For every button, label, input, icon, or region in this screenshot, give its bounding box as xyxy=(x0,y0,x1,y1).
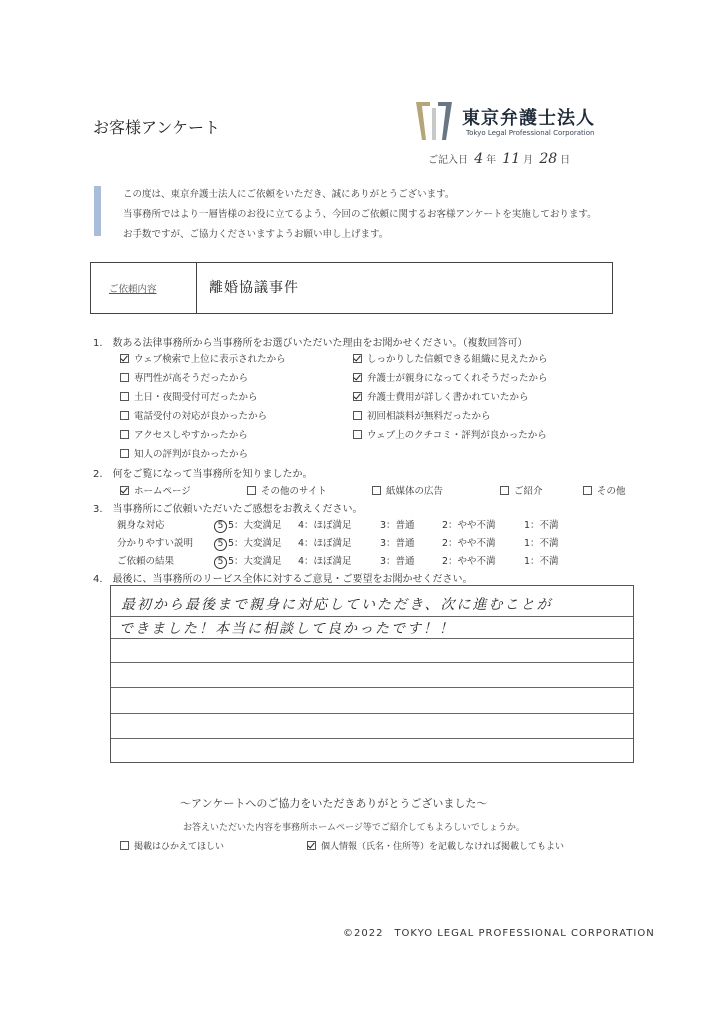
rating-option[interactable]: 4：ほぼ満足 xyxy=(298,520,352,531)
checkbox-icon[interactable] xyxy=(120,449,129,458)
checkbox-icon[interactable] xyxy=(307,841,316,850)
question-1: 1. 数ある法律事務所から当事務所をお選びいただいた理由をお聞かせください。（複数回答可） xyxy=(93,338,528,349)
q2-option[interactable]: その他のサイト xyxy=(247,483,327,497)
q1-option[interactable]: しっかりした信頼できる組織に見えたから xyxy=(353,351,548,365)
q1-option[interactable]: アクセスしやすかったから xyxy=(120,427,248,441)
comment-line-2: できました！本当に相談して良かったです！！ xyxy=(119,621,455,637)
rating-row-label: 親身な対応 xyxy=(117,520,165,531)
checkbox-icon[interactable] xyxy=(353,430,362,439)
checkbox-icon[interactable] xyxy=(353,354,362,363)
comment-line-1: 最初から最後まで親身に対応していただき、次に進むことが xyxy=(121,597,553,613)
q1-option[interactable]: 専門性が高そうだったから xyxy=(120,370,248,384)
circle-mark-icon: 5 xyxy=(214,520,227,533)
intro-line-2: 当事務所ではより一層皆様のお役に立てるよう、今回のご依頼に関するお客様アンケートを実施しております。 xyxy=(123,209,597,220)
rating-option-selected[interactable]: 5 5：大変満足 xyxy=(214,517,282,533)
q1-option[interactable]: 電話受付の対応が良かったから xyxy=(120,408,267,422)
intro-line-1: この度は、東京弁護士法人にご依頼をいただき、誠にありがとうございます。 xyxy=(123,189,455,200)
checkbox-icon[interactable] xyxy=(120,354,129,363)
rating-option[interactable]: 1：不満 xyxy=(524,556,559,567)
request-value: 離婚協議事件 xyxy=(209,280,299,296)
checkbox-icon[interactable] xyxy=(120,430,129,439)
rating-row-label: 分かりやすい説明 xyxy=(117,538,194,549)
circle-mark-icon: 5 xyxy=(214,556,227,569)
q2-option[interactable]: 紙媒体の広告 xyxy=(372,483,443,497)
rating-option[interactable]: 1：不満 xyxy=(524,520,559,531)
page-title: お客様アンケート xyxy=(93,118,221,137)
intro-accent-bar xyxy=(94,186,101,236)
circle-mark-icon: 5 xyxy=(214,538,227,551)
q1-option[interactable]: ウェブ上のクチコミ・評判が良かったから xyxy=(353,427,547,441)
checkbox-icon[interactable] xyxy=(353,411,362,420)
firm-name: 東京弁護士法人 xyxy=(462,108,595,129)
checkbox-icon[interactable] xyxy=(120,411,129,420)
checkbox-icon[interactable] xyxy=(120,373,129,382)
checkbox-icon[interactable] xyxy=(120,486,129,495)
rating-option[interactable]: 2：やや不満 xyxy=(442,538,496,549)
thanks-message: ～アンケートへのご協力をいただきありがとうございました～ xyxy=(180,797,488,810)
q2-option[interactable]: ご紹介 xyxy=(500,483,543,497)
firm-name-english: Tokyo Legal Professional Corporation xyxy=(466,129,595,137)
request-label: ご依頼内容 xyxy=(109,284,157,295)
footer-copyright: ©2022 TOKYO LEGAL PROFESSIONAL CORPORATION xyxy=(343,928,655,939)
rating-option[interactable]: 4：ほぼ満足 xyxy=(298,556,352,567)
question-3: 3. 当事務所にご依頼いただいたご感想をお教えください。 xyxy=(93,504,363,515)
q1-option[interactable]: 初回相談料が無料だったから xyxy=(353,408,491,422)
date-day: 28 xyxy=(539,151,558,167)
date-month: 11 xyxy=(502,151,521,167)
question-4: 4. 最後に、当事務所のリービス全体に対するご意見・ご要望をお聞かせください。 xyxy=(93,574,473,585)
rating-option[interactable]: 3：普通 xyxy=(380,556,415,567)
checkbox-icon[interactable] xyxy=(120,392,129,401)
q1-option[interactable]: 弁護士が親身になってくれそうだったから xyxy=(353,370,548,384)
intro-line-3: お手数ですが、ご協力くださいますようお願い申し上げます。 xyxy=(123,229,389,240)
checkbox-icon[interactable] xyxy=(353,392,362,401)
consent-question: お答えいただいた内容を事務所ホームページ等でご紹介してもよろしいでしょうか。 xyxy=(183,823,525,833)
rating-option[interactable]: 2：やや不満 xyxy=(442,556,496,567)
date-year: 4 xyxy=(474,151,484,167)
rating-option[interactable]: 4：ほぼ満足 xyxy=(298,538,352,549)
q1-option[interactable]: 弁護士費用が詳しく書かれていたから xyxy=(353,389,529,403)
checkbox-icon[interactable] xyxy=(120,841,129,850)
q1-option[interactable]: ウェブ検索で上位に表示されたから xyxy=(120,351,286,365)
checkbox-icon[interactable] xyxy=(247,486,256,495)
question-2: 2. 何をご覧になって当事務所を知りましたか。 xyxy=(93,469,313,480)
q2-option[interactable]: その他 xyxy=(583,483,626,497)
rating-option[interactable]: 1：不満 xyxy=(524,538,559,549)
checkbox-icon[interactable] xyxy=(500,486,509,495)
firm-logo-icon xyxy=(414,100,454,142)
rating-option[interactable]: 3：普通 xyxy=(380,538,415,549)
comment-box[interactable] xyxy=(110,585,634,763)
q1-option[interactable]: 知人の評判が良かったから xyxy=(120,446,248,460)
consent-option[interactable]: 個人情報（氏名・住所等）を記載しなければ掲載してもよい xyxy=(307,839,564,852)
checkbox-icon[interactable] xyxy=(583,486,592,495)
checkbox-icon[interactable] xyxy=(353,373,362,382)
request-box xyxy=(90,262,613,314)
rating-row-label: ご依頼の結果 xyxy=(117,556,175,567)
consent-option[interactable]: 掲載はひかえてほしい xyxy=(120,839,224,852)
rating-option[interactable]: 2：やや不満 xyxy=(442,520,496,531)
rating-option-selected[interactable]: 5 5：大変満足 xyxy=(214,535,282,551)
q2-option[interactable]: ホームページ xyxy=(120,483,191,497)
q1-option[interactable]: 土日・夜間受付可だったから xyxy=(120,389,258,403)
checkbox-icon[interactable] xyxy=(372,486,381,495)
rating-option[interactable]: 3：普通 xyxy=(380,520,415,531)
date-field: ご記入日 4 年 11 月 28 日 xyxy=(428,151,571,167)
rating-option-selected[interactable]: 5 5：大変満足 xyxy=(214,553,282,569)
